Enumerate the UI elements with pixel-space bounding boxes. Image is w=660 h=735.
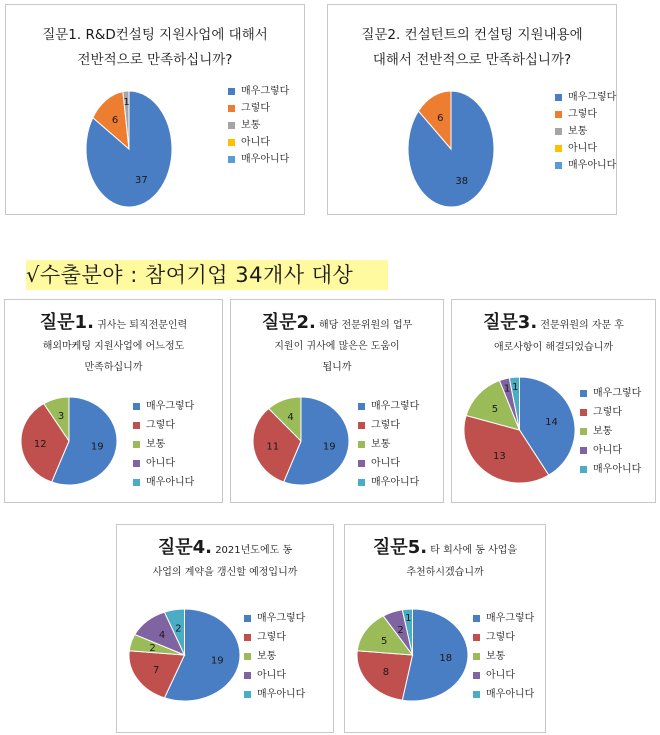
legend-label: 그렇다 — [593, 407, 622, 418]
legend-swatch — [244, 615, 251, 622]
legend-swatch — [555, 145, 562, 152]
data-label: 18 — [439, 653, 453, 664]
legend-label: 아니다 — [371, 458, 400, 469]
pie-chart — [462, 375, 577, 485]
legend-label: 매우그렇다 — [371, 401, 420, 412]
legend-label: 매우아니다 — [146, 477, 195, 488]
legend-label: 보통 — [593, 426, 613, 437]
data-label: 1 — [512, 382, 519, 394]
pie-chart — [84, 89, 174, 209]
legend-label: 그렇다 — [146, 420, 175, 431]
legend-item — [133, 435, 194, 454]
legend-item — [473, 685, 534, 704]
legend-item — [228, 134, 289, 151]
legend-swatch — [555, 111, 562, 118]
legend-label: 보통 — [371, 439, 391, 450]
data-label: 1 — [405, 612, 412, 624]
legend-label: 아니다 — [257, 670, 286, 681]
data-label: 2 — [149, 642, 156, 654]
legend-item — [473, 628, 534, 647]
legend-swatch — [358, 403, 365, 410]
section-banner: √수출분야 : 참여기업 34개사 대상 — [26, 260, 388, 290]
chart-title-line: 질문2. 컨설턴트의 컨설팅 지원내용에 — [361, 27, 583, 43]
chart-panel-mid-2 — [230, 299, 444, 503]
chart-title-text: 2021년도에도 동 — [212, 545, 293, 556]
chart-legend — [580, 384, 641, 479]
legend-label: 매우아니다 — [486, 689, 535, 700]
legend-item — [358, 454, 419, 473]
chart-title-text: 전문위원의 자문 후 — [537, 320, 624, 331]
legend-swatch — [244, 634, 251, 641]
legend-label: 보통 — [568, 126, 588, 137]
legend-item — [473, 647, 534, 666]
data-label: 14 — [545, 416, 558, 428]
legend-item — [133, 454, 194, 473]
data-label: 11 — [266, 441, 280, 453]
legend-swatch — [358, 479, 365, 486]
legend-label: 매우아니다 — [593, 464, 642, 475]
legend-item — [228, 151, 289, 168]
legend-item — [580, 384, 641, 403]
legend-item — [228, 117, 289, 134]
chart-panel-top-2 — [327, 4, 617, 215]
legend-label: 아니다 — [593, 445, 622, 456]
legend-label: 그렇다 — [486, 632, 515, 643]
legend-item — [358, 397, 419, 416]
legend-label: 아니다 — [241, 137, 270, 148]
legend-swatch — [555, 94, 562, 101]
legend-item — [133, 473, 194, 492]
legend-item — [358, 435, 419, 454]
data-label: 19 — [210, 655, 224, 667]
legend-swatch — [133, 460, 140, 467]
chart-legend — [555, 89, 616, 174]
legend-item — [358, 473, 419, 492]
legend-swatch — [133, 479, 140, 486]
legend-swatch — [473, 672, 480, 679]
chart-title-line: 대해서 전반적으로 만족하십니까? — [372, 52, 572, 68]
legend-item — [244, 628, 305, 647]
chart-title-number: 질문2. — [261, 312, 316, 333]
legend-label: 아니다 — [146, 458, 175, 469]
legend-item — [580, 441, 641, 460]
legend-label: 보통 — [257, 651, 277, 662]
legend-label: 매우아니다 — [371, 477, 420, 488]
chart-title-line: 전반적으로 만족하십니까? — [77, 52, 233, 68]
legend-label: 보통 — [241, 120, 261, 131]
chart-panel-mid-1 — [4, 299, 223, 503]
data-label: 19 — [90, 441, 104, 453]
chart-panel-top-1 — [5, 4, 305, 215]
legend-swatch — [580, 466, 587, 473]
data-label: 5 — [381, 636, 388, 647]
legend-item — [473, 609, 534, 628]
legend-label: 매우그렇다 — [146, 401, 195, 412]
chart-title-text: 귀사는 퇴직전문인력 — [93, 320, 188, 331]
pie-chart — [127, 607, 242, 703]
legend-swatch — [244, 653, 251, 660]
legend-item — [555, 123, 616, 140]
legend-label: 매우그렇다 — [568, 92, 617, 103]
data-label: 19 — [322, 441, 336, 453]
legend-label: 매우그렇다 — [241, 86, 290, 97]
chart-panel-mid-3 — [451, 299, 656, 503]
legend-swatch — [555, 128, 562, 135]
legend-swatch — [580, 428, 587, 435]
pie-chart — [406, 89, 496, 209]
legend-item — [133, 397, 194, 416]
legend-item — [244, 609, 305, 628]
legend-swatch — [358, 422, 365, 429]
legend-item — [580, 403, 641, 422]
legend-swatch — [133, 441, 140, 448]
legend-label: 매우아니다 — [257, 689, 306, 700]
legend-label: 그렇다 — [371, 420, 400, 431]
chart-panel-bottom-1 — [116, 524, 334, 733]
data-label: 8 — [382, 667, 390, 679]
legend-label: 매우아니다 — [241, 154, 290, 165]
chart-title — [231, 312, 443, 378]
legend-swatch — [228, 156, 235, 163]
data-label: 6 — [111, 115, 119, 127]
legend-label: 그렇다 — [257, 632, 286, 643]
data-label: 37 — [135, 175, 148, 186]
data-label: 7 — [153, 665, 160, 676]
legend-item — [228, 83, 289, 100]
chart-title-text: 해당 전문위원의 업무 — [315, 320, 413, 331]
legend-swatch — [358, 441, 365, 448]
legend-swatch — [555, 162, 562, 169]
legend-label: 매우그렇다 — [486, 613, 535, 624]
chart-title-line: 질문1. R&D컨설팅 지원사업에 대해서 — [42, 27, 268, 43]
legend-item — [555, 157, 616, 174]
legend-swatch — [133, 403, 140, 410]
chart-title — [328, 23, 616, 73]
legend-label: 아니다 — [568, 143, 597, 154]
legend-swatch — [580, 447, 587, 454]
data-label: 1 — [123, 97, 130, 109]
legend-swatch — [228, 139, 235, 146]
data-label: 13 — [493, 450, 506, 462]
legend-item — [473, 666, 534, 685]
legend-label: 보통 — [146, 439, 166, 450]
chart-legend — [133, 397, 194, 492]
legend-item — [555, 106, 616, 123]
chart-legend — [244, 609, 305, 704]
legend-swatch — [580, 390, 587, 397]
data-label: 1 — [503, 383, 511, 395]
pie-chart — [19, 395, 119, 487]
legend-label: 매우그렇다 — [257, 613, 306, 624]
legend-swatch — [473, 691, 480, 698]
chart-title-number: 질문1. — [39, 312, 94, 333]
legend-item — [228, 100, 289, 117]
chart-title-number: 질문4. — [157, 537, 213, 558]
chart-title — [345, 537, 545, 584]
legend-item — [244, 647, 305, 666]
chart-legend — [228, 83, 289, 168]
legend-swatch — [228, 105, 235, 112]
chart-title-line: 애로사항이 해결되었습니까 — [493, 342, 614, 353]
legend-item — [244, 685, 305, 704]
chart-title-line: 추천하시겠습니까 — [406, 567, 484, 578]
data-label: 2 — [175, 623, 182, 635]
chart-title-line: 됩니까 — [322, 362, 352, 373]
legend-swatch — [473, 653, 480, 660]
legend-label: 그렇다 — [568, 109, 597, 120]
legend-swatch — [473, 615, 480, 622]
legend-swatch — [228, 88, 235, 95]
legend-swatch — [244, 691, 251, 698]
legend-swatch — [244, 672, 251, 679]
legend-item — [358, 416, 419, 435]
data-label: 4 — [287, 411, 294, 423]
chart-title-line: 해외마케팅 지원사업에 어느정도 — [42, 341, 185, 352]
legend-item — [580, 422, 641, 441]
legend-label: 매우그렇다 — [593, 388, 642, 399]
legend-label: 보통 — [486, 651, 506, 662]
legend-swatch — [133, 422, 140, 429]
pie-chart — [355, 607, 470, 703]
chart-title — [5, 312, 222, 378]
legend-swatch — [580, 409, 587, 416]
chart-title — [6, 23, 304, 73]
chart-title-number: 질문5. — [372, 537, 428, 558]
legend-swatch — [358, 460, 365, 467]
chart-panel-bottom-2 — [344, 524, 546, 733]
chart-title-text: 타 회사에 동 사업을 — [427, 545, 518, 556]
data-label: 6 — [437, 112, 444, 124]
legend-label: 매우아니다 — [568, 160, 617, 171]
legend-item — [580, 460, 641, 479]
chart-title — [452, 312, 655, 359]
chart-title — [117, 537, 333, 584]
chart-legend — [473, 609, 534, 704]
data-label: 38 — [455, 176, 469, 188]
chart-title-number: 질문3. — [483, 312, 538, 333]
data-label: 3 — [57, 411, 65, 423]
data-label: 4 — [158, 630, 166, 642]
pie-chart — [251, 395, 351, 487]
data-label: 2 — [397, 624, 404, 636]
chart-legend — [358, 397, 419, 492]
chart-title-line: 지원이 귀사에 많은은 도움이 — [274, 341, 400, 352]
legend-item — [555, 89, 616, 106]
legend-item — [133, 416, 194, 435]
chart-title-line: 만족하십니까 — [84, 362, 143, 373]
chart-title-line: 사업의 계약을 갱신할 예정입니까 — [152, 567, 298, 578]
legend-swatch — [228, 122, 235, 129]
legend-label: 아니다 — [486, 670, 515, 681]
legend-label: 그렇다 — [241, 103, 270, 114]
data-label: 5 — [491, 404, 499, 416]
legend-item — [555, 140, 616, 157]
legend-item — [244, 666, 305, 685]
legend-swatch — [473, 634, 480, 641]
data-label: 12 — [33, 438, 47, 450]
